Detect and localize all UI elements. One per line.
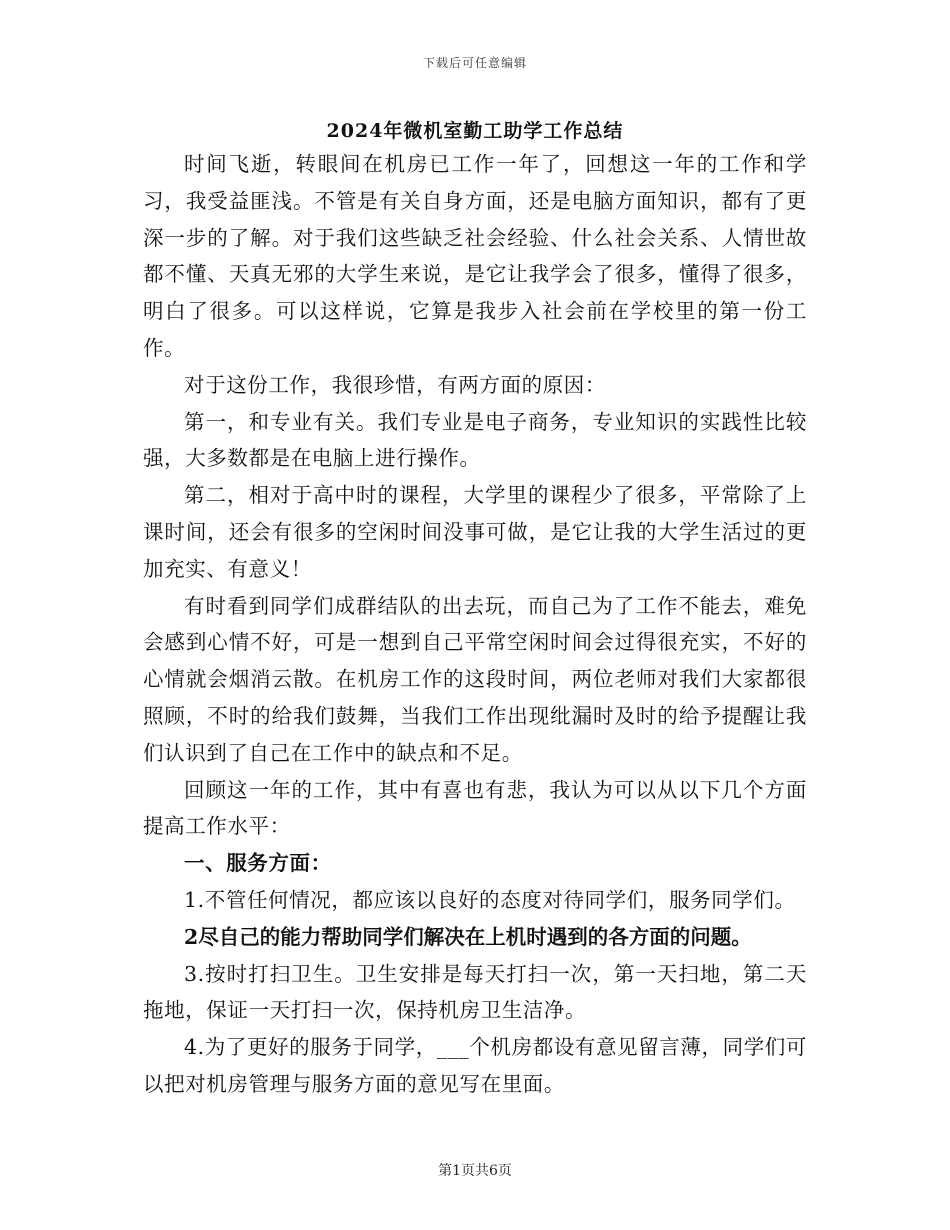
paragraph: 有时看到同学们成群结队的出去玩，而自己为了工作不能去，难免会感到心情不好，可是一想到自己平常空闲时间会过得很充实，不好的心情就会烟消云散。在机房工作的这段时间，两位老师对我们大家都很照顾，不时的给我们鼓舞，当我们工作出现纰漏时及时的给予提醒让我们认识到了自己在工作中的缺点和不足。 <box>143 593 807 765</box>
list-item: 3.按时打扫卫生。卫生安排是每天打扫一次，第一天扫地，第二天拖地，保证一天打扫一次，保持机房卫生洁净。 <box>143 961 807 1023</box>
paragraph: 回顾这一年的工作，其中有喜也有悲，我认为可以从以下几个方面提高工作水平： <box>143 777 807 839</box>
paragraph: 第二，相对于高中时的课程，大学里的课程少了很多，平常除了上课时间，还会有很多的空闲时间没事可做，是它让我的大学生活过的更加充实、有意义！ <box>143 483 807 581</box>
paragraph: 对于这份工作，我很珍惜，有两方面的原因： <box>184 372 606 397</box>
list-item: 2尽自己的能力帮助同学们解决在上机时遇到的各方面的问题。 <box>184 924 752 949</box>
list-item: 1.不管任何情况，都应该以良好的态度对待同学们，服务同学们。 <box>184 887 796 912</box>
paragraph: 第一，和专业有关。我们专业是电子商务，专业知识的实践性比较强，大多数都是在电脑上进行操作。 <box>143 409 807 471</box>
document-body <box>143 146 807 1103</box>
page-number-footer: 第1页共6页 <box>438 1163 512 1179</box>
section-heading: 一、服务方面： <box>184 851 332 876</box>
paragraph: 时间飞逝，转眼间在机房已工作一年了，回想这一年的工作和学习，我受益匪浅。不管是有关自身方面，还是电脑方面知识，都有了更深一步的了解。对于我们这些缺乏社会经验、什么社会关系、人情世故都不懂、天真无邪的大学生来说，是它让我学会了很多，懂得了很多，明白了很多。可以这样说，它算是我步入社会前在学校里的第一份工作。 <box>143 152 807 360</box>
page-header-note: 下载后可任意编辑 <box>422 56 527 70</box>
document-title: 2024年微机室勤工助学工作总结 <box>326 120 624 142</box>
list-item: 4.为了更好的服务于同学，___个机房都设有意见留言薄，同学们可以把对机房管理与服务方面的意见写在里面。 <box>143 1035 808 1096</box>
